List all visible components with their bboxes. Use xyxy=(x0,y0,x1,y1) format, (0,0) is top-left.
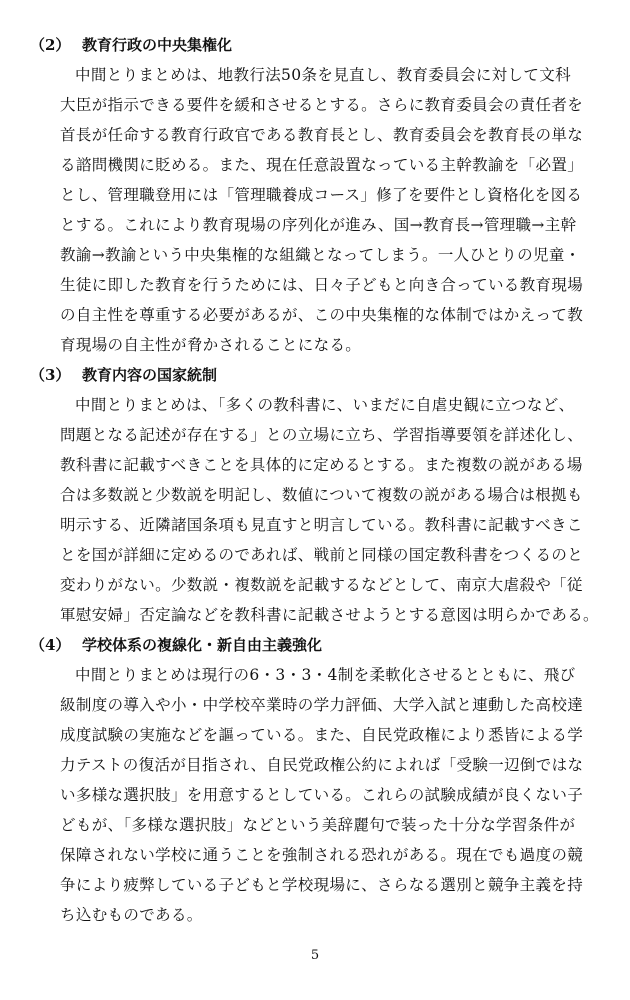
paragraph-line: の自主性を尊重する必要があるが、この中央集権的な体制ではかえって教 xyxy=(60,306,584,324)
paragraph-line: 級制度の導入や小・中学校卒業時の学力評価、大学入試と連動した高校達 xyxy=(60,696,584,714)
paragraph-line: 保障されない学校に通うことを強制される恐れがある。現在でも過度の競 xyxy=(60,846,584,864)
section-paragraph xyxy=(30,390,610,630)
paragraph-line: 軍慰安婦」否定論などを教科書に記載させようとする意図は明らかである。 xyxy=(60,606,599,624)
paragraph-line: る諮問機関に貶める。また、現在任意設置なっている主幹教諭を「必置」 xyxy=(60,156,584,174)
paragraph-line: 問題となる記述が存在する」との立場に立ち、学習指導要領を詳述化し、 xyxy=(60,426,584,444)
section-heading xyxy=(30,360,610,390)
paragraph-line: 中間とりまとめは、「多くの教科書に、いまだに自虐史観に立つなど、 xyxy=(75,396,575,414)
document-body xyxy=(30,30,610,930)
section-title: 教育行政の中央集権化 xyxy=(82,36,233,54)
section-paragraph xyxy=(30,660,610,930)
section-heading xyxy=(30,30,610,60)
paragraph-line: 中間とりまとめは現行の6・3・3・4制を柔軟化させるとともに、飛び xyxy=(75,666,576,684)
paragraph-line: 首長が任命する教育行政官である教育長とし、教育委員会を教育長の単な xyxy=(60,126,584,144)
paragraph-line: 生徒に即した教育を行うためには、日々子どもと向き合っている教育現場 xyxy=(60,276,584,294)
paragraph-line: 大臣が指示できる要件を緩和させるとする。さらに教育委員会の責任者を xyxy=(60,96,584,114)
paragraph-line: 教科書に記載すべきことを具体的に定めるとする。また複数の説がある場 xyxy=(60,456,583,474)
paragraph-line: とし、管理職登用には「管理職養成コース」修了を要件とし資格化を図る xyxy=(60,186,583,204)
paragraph-line: 合は多数説と少数説を明記し、数値について複数の説がある場合は根拠も xyxy=(60,486,583,504)
section-title: 学校体系の複線化・新自由主義強化 xyxy=(82,636,323,654)
paragraph-line: どもが、「多様な選択肢」などという美辞麗句で装った十分な学習条件が xyxy=(60,816,576,834)
paragraph-line: 力テストの復活が目指され、自民党政権公約によれば「受験一辺倒ではな xyxy=(60,756,584,774)
paragraph-line: 争により疲弊している子どもと学校現場に、さらなる選別と競争主義を持 xyxy=(60,876,584,894)
paragraph-line: ち込むものである。 xyxy=(60,906,203,924)
paragraph-line: 成度試験の実施などを謳っている。また、自民党政権により悉皆による学 xyxy=(60,726,584,744)
paragraph-line: 明示する、近隣諸国条項も見直すと明言している。教科書に記載すべきこ xyxy=(60,516,583,534)
section-paragraph xyxy=(30,60,610,360)
paragraph-line: とする。これにより教育現場の序列化が進み、国→教育長→管理職→主幹 xyxy=(60,216,577,234)
section-title: 教育内容の国家統制 xyxy=(82,366,218,384)
paragraph-line: 教諭→教諭という中央集権的な組織となってしまう。一人ひとりの児童・ xyxy=(60,246,581,264)
section-3 xyxy=(30,360,610,630)
paragraph-line: 変わりがない。少数説・複数説を記載するなどとして、南京大虐殺や「従 xyxy=(60,576,583,594)
paragraph-line: い多様な選択肢」を用意するとしている。これらの試験成績が良くない子 xyxy=(60,786,584,804)
section-heading xyxy=(30,630,610,660)
page-number: 5 xyxy=(310,948,320,963)
paragraph-line: 中間とりまとめは、地教行法50条を見直し、教育委員会に対して文科 xyxy=(75,66,571,84)
section-4 xyxy=(30,630,610,930)
paragraph-line: 育現場の自主性が脅かされることになる。 xyxy=(60,336,362,354)
section-number: （3） xyxy=(30,366,71,384)
section-number: （4） xyxy=(30,636,71,654)
paragraph-line: とを国が詳細に定めるのであれば、戦前と同様の国定教科書をつくるのと xyxy=(60,546,584,564)
section-number: （2） xyxy=(30,36,71,54)
section-2 xyxy=(30,30,610,360)
